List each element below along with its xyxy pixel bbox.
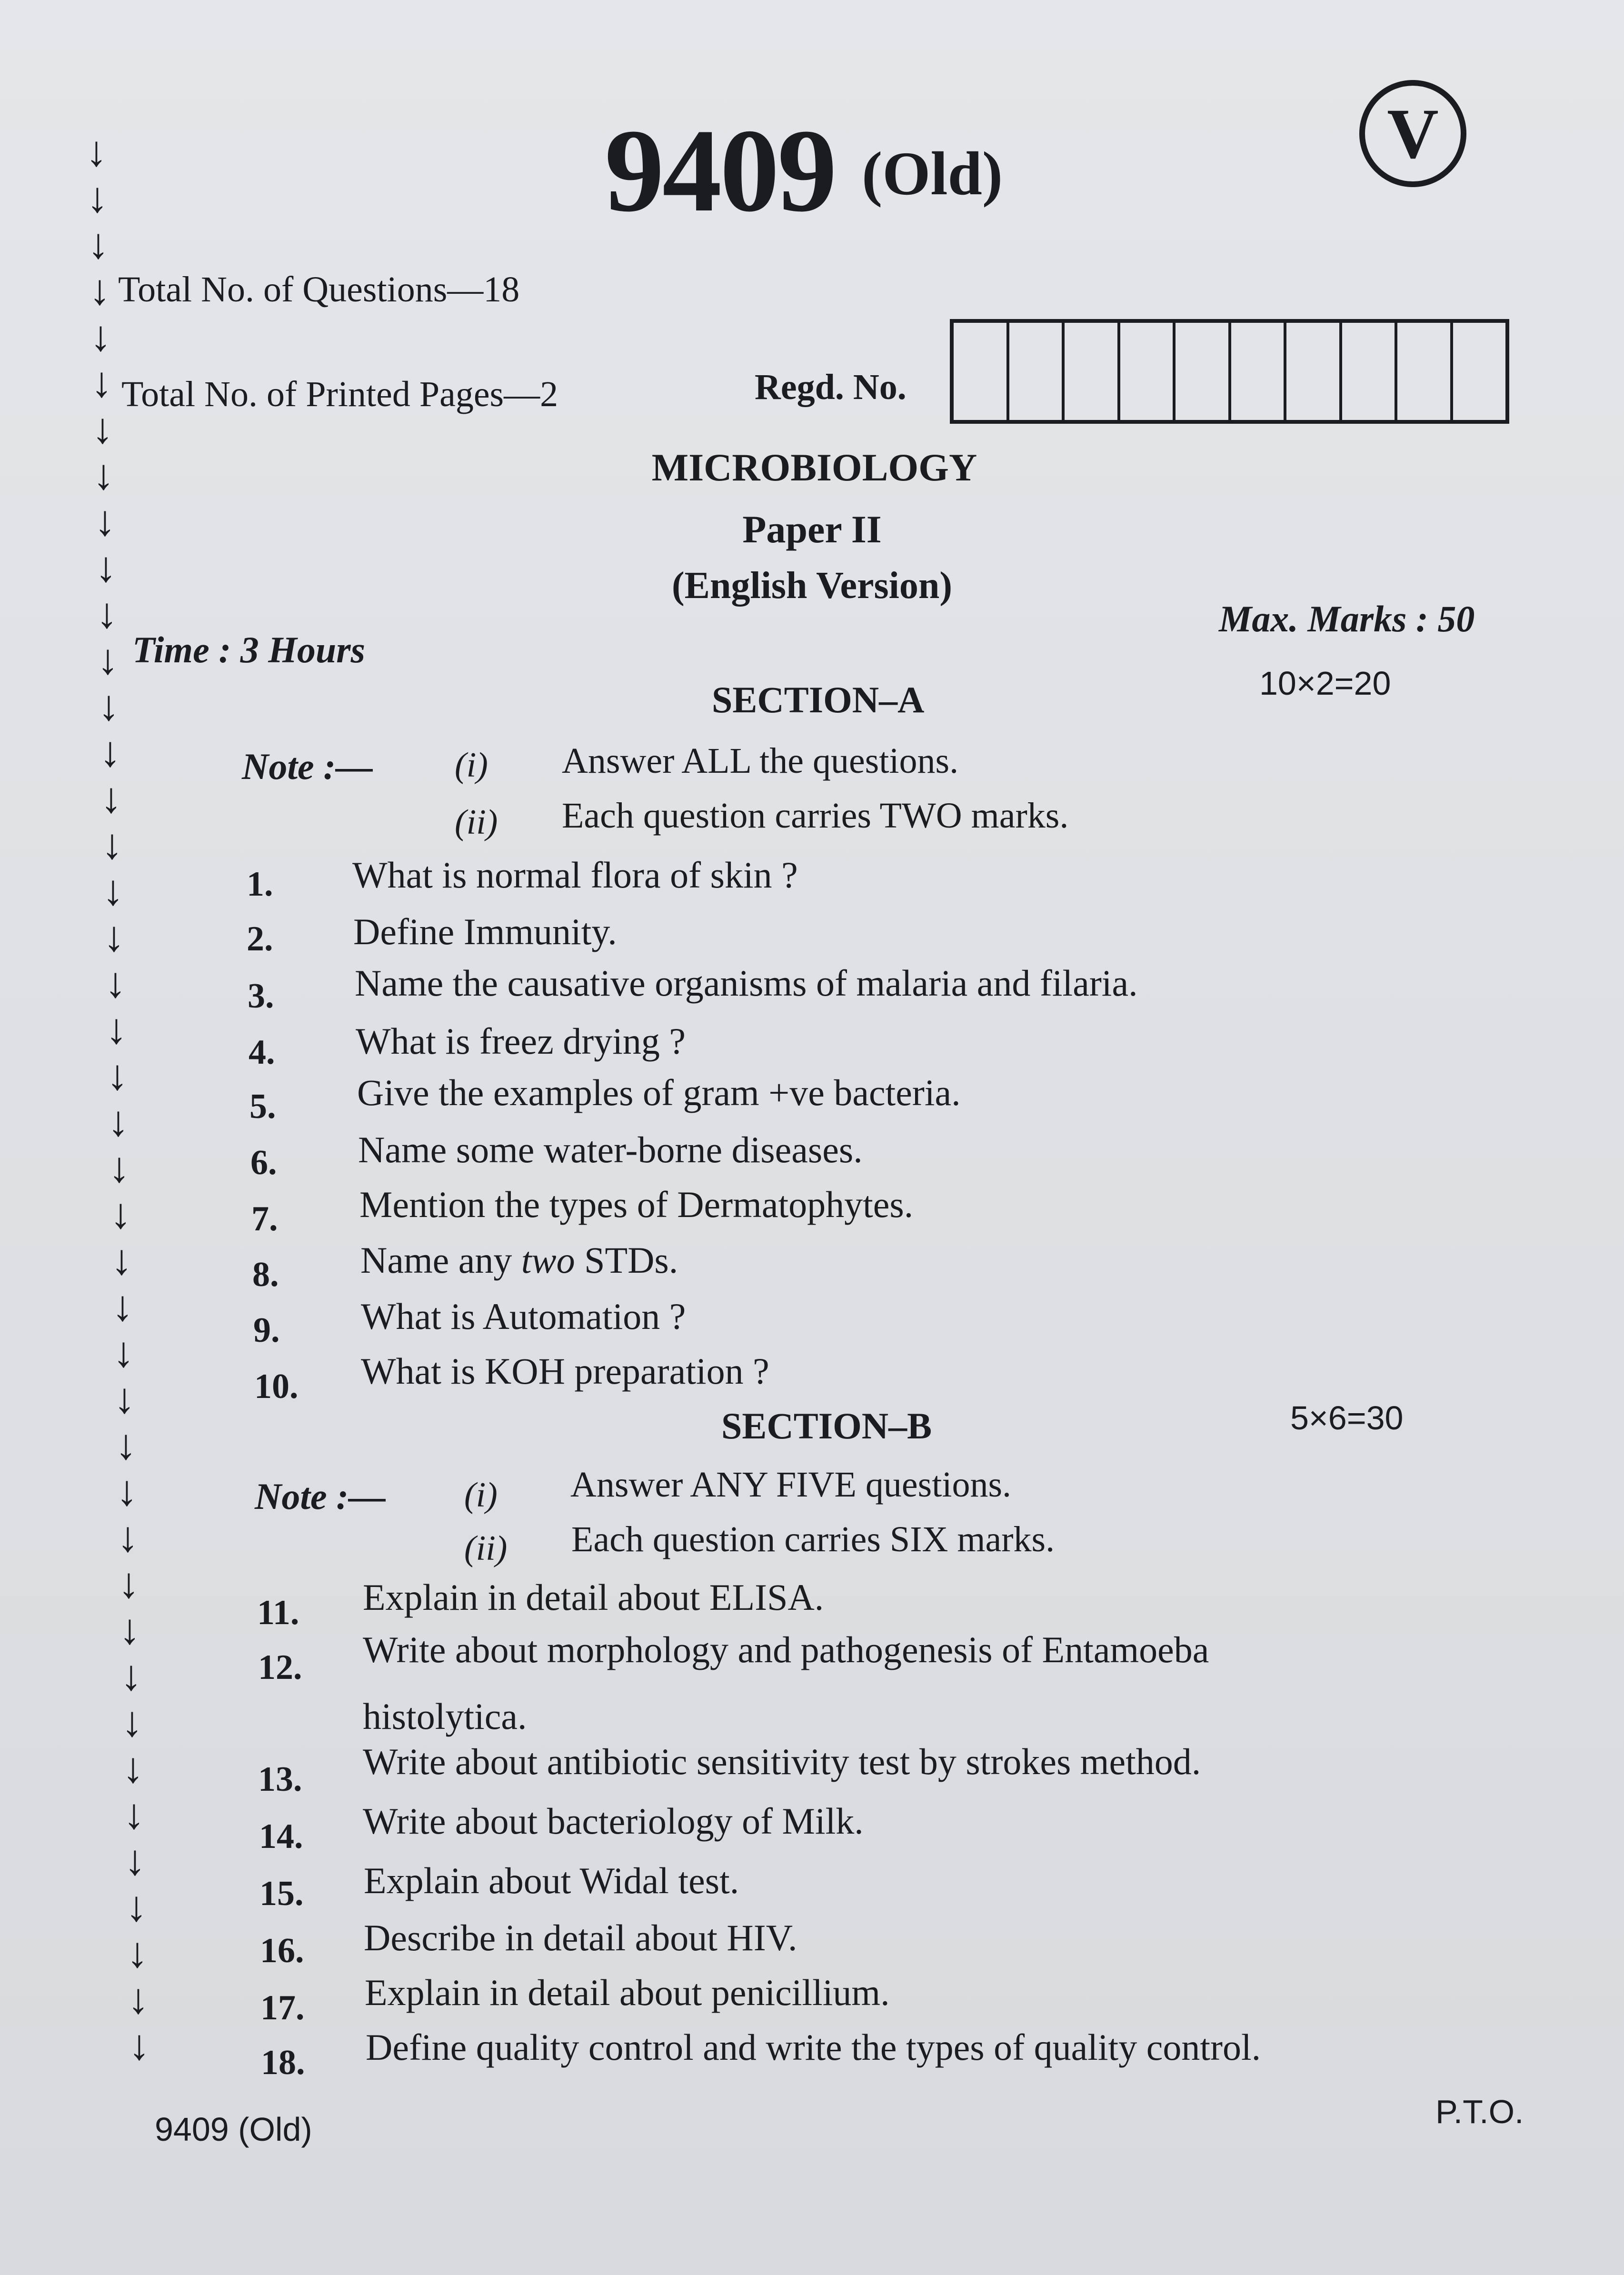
note-text: Answer ANY FIVE questions. <box>570 1465 1012 1505</box>
time-allowed: Time : 3 Hours <box>132 629 365 670</box>
margin-arrow-icon: ↓ <box>101 821 123 868</box>
margin-arrow-icon: ↓ <box>126 1883 147 1930</box>
question-number: 15. <box>259 1874 304 1913</box>
question-text: Explain about Widal test. <box>364 1860 739 1901</box>
question-text: What is freez drying ? <box>356 1020 686 1062</box>
note-text: Each question carries TWO marks. <box>562 796 1069 836</box>
question-text: Name the causative organisms of malaria and filaria. <box>355 962 1138 1004</box>
margin-arrow-icon: ↓ <box>118 1560 139 1607</box>
margin-arrow-icon: ↓ <box>98 682 120 729</box>
max-marks: Max. Marks : 50 <box>1219 598 1475 639</box>
question-number: 11. <box>257 1593 299 1632</box>
note-num: (i) <box>455 746 488 785</box>
margin-arrow-icon: ↓ <box>121 1698 143 1746</box>
margin-arrow-icon: ↓ <box>129 2022 150 2069</box>
question-text-continued: histolytica. <box>363 1696 527 1737</box>
margin-arrow-icon: ↓ <box>90 313 111 360</box>
paper-status: (Old) <box>862 140 1003 208</box>
margin-arrow-icon: ↓ <box>123 1791 145 1838</box>
regd-box[interactable] <box>1395 323 1450 420</box>
margin-arrow-icon: ↓ <box>119 1606 140 1653</box>
footer-pto: P.T.O. <box>1435 2093 1524 2130</box>
margin-arrow-icon: ↓ <box>100 728 121 776</box>
question-text: What is Automation ? <box>361 1296 686 1337</box>
question-number: 2. <box>247 919 273 958</box>
question-number: 7. <box>251 1199 278 1238</box>
version-title: (English Version) <box>671 565 953 607</box>
regd-box[interactable] <box>1062 323 1117 420</box>
section-a-title: SECTION–A <box>712 679 925 720</box>
regd-box[interactable] <box>1339 323 1395 420</box>
margin-arrow-icon: ↓ <box>128 1976 149 2023</box>
question-text-part: Name any <box>360 1239 512 1281</box>
margin-arrow-icon: ↓ <box>127 1929 148 1976</box>
question-number: 10. <box>254 1367 299 1406</box>
regd-box[interactable] <box>1006 323 1062 420</box>
section-b-marks: 5×6=30 <box>1290 1399 1404 1437</box>
note-num: (i) <box>464 1476 498 1515</box>
regd-box[interactable] <box>1284 323 1339 420</box>
question-number: 6. <box>250 1143 277 1182</box>
footer-code: 9409 (Old) <box>155 2111 312 2148</box>
set-letter-badge <box>1359 80 1466 187</box>
regd-number-boxes[interactable] <box>950 319 1509 424</box>
margin-arrows <box>86 129 150 2068</box>
margin-arrow-icon: ↓ <box>112 1283 133 1330</box>
margin-arrow-icon: ↓ <box>100 775 122 822</box>
regd-box[interactable] <box>1173 323 1228 420</box>
question-text: Write about morphology and pathogenesis of Entamoeba <box>363 1629 1209 1670</box>
regd-box[interactable] <box>1228 323 1284 420</box>
section-b-note-label: Note :— <box>255 1476 386 1517</box>
question-text: What is KOH preparation ? <box>361 1350 769 1392</box>
section-a-marks: 10×2=20 <box>1259 665 1391 702</box>
margin-arrow-icon: ↓ <box>110 1190 131 1237</box>
margin-arrow-icon: ↓ <box>88 220 109 268</box>
question-text: Explain in detail about penicillium. <box>365 1972 890 2013</box>
margin-arrow-icon: ↓ <box>106 1006 127 1053</box>
question-number: 9. <box>253 1311 280 1350</box>
note-text: Answer ALL the questions. <box>562 741 959 781</box>
question-text: Describe in detail about HIV. <box>364 1917 797 1958</box>
margin-arrow-icon: ↓ <box>94 498 116 545</box>
margin-arrow-icon: ↓ <box>102 867 124 914</box>
margin-arrow-icon: ↓ <box>120 1652 142 1699</box>
question-number: 17. <box>260 1988 305 2027</box>
paper-title: Paper II <box>742 508 882 551</box>
margin-arrow-icon: ↓ <box>111 1237 132 1284</box>
margin-arrow-icon: ↓ <box>93 451 114 499</box>
section-a-note-label: Note :— <box>242 746 373 787</box>
question-text-emphasis: two <box>521 1239 575 1281</box>
question-text: Define quality control and write the types of quality control. <box>366 2026 1261 2068</box>
question-text: Write about antibiotic sensitivity test by strokes method. <box>363 1741 1201 1782</box>
question-text: Name some water-borne diseases. <box>358 1129 863 1170</box>
subject-title: MICROBIOLOGY <box>651 446 977 489</box>
set-letter: V <box>1387 94 1439 173</box>
question-text: What is normal flora of skin ? <box>352 854 798 896</box>
question-text: Mention the types of Dermatophytes. <box>359 1184 914 1225</box>
margin-arrow-icon: ↓ <box>91 359 112 406</box>
question-number: 5. <box>249 1087 276 1126</box>
margin-arrow-icon: ↓ <box>108 1098 129 1145</box>
question-number: 16. <box>260 1931 304 1970</box>
margin-arrow-icon: ↓ <box>115 1421 137 1468</box>
question-text: Write about bacteriology of Milk. <box>363 1800 864 1842</box>
question-text: Explain in detail about ELISA. <box>363 1577 824 1618</box>
margin-arrow-icon: ↓ <box>86 128 107 175</box>
margin-arrow-icon: ↓ <box>92 405 113 452</box>
question-text-part: STDs. <box>584 1239 678 1281</box>
margin-arrow-icon: ↓ <box>114 1375 135 1422</box>
margin-arrow-icon: ↓ <box>109 1144 130 1191</box>
margin-arrow-icon: ↓ <box>124 1837 146 1884</box>
margin-arrow-icon: ↓ <box>122 1745 144 1792</box>
regd-box[interactable] <box>954 323 1006 420</box>
section-b-title: SECTION–B <box>721 1405 932 1447</box>
question-number: 14. <box>259 1817 303 1856</box>
margin-arrow-icon: ↓ <box>96 590 118 637</box>
margin-arrow-icon: ↓ <box>117 1514 139 1561</box>
question-number: 12. <box>258 1648 302 1687</box>
margin-arrow-icon: ↓ <box>107 1052 128 1099</box>
note-num: (ii) <box>464 1529 508 1568</box>
margin-arrow-icon: ↓ <box>97 636 119 683</box>
margin-arrow-icon: ↓ <box>95 544 117 591</box>
margin-arrow-icon: ↓ <box>103 913 125 960</box>
margin-arrow-icon: ↓ <box>89 267 110 314</box>
question-text: Give the examples of gram +ve bacteria. <box>357 1072 961 1113</box>
margin-arrow-icon: ↓ <box>116 1467 138 1515</box>
question-number: 3. <box>248 977 274 1016</box>
margin-arrow-icon: ↓ <box>113 1329 134 1376</box>
regd-label: Regd. No. <box>755 367 907 407</box>
question-number: 18. <box>261 2043 305 2082</box>
question-text <box>360 1239 678 1282</box>
paper-code: 9409 <box>605 105 835 237</box>
note-text: Each question carries SIX marks. <box>571 1519 1055 1559</box>
total-questions: Total No. of Questions—18 <box>118 269 520 309</box>
question-number: 1. <box>247 865 273 904</box>
note-num: (ii) <box>455 803 498 842</box>
regd-box[interactable] <box>1117 323 1173 420</box>
total-pages: Total No. of Printed Pages—2 <box>121 374 558 414</box>
question-text: Define Immunity. <box>353 911 617 952</box>
question-number: 8. <box>252 1255 279 1294</box>
margin-arrow-icon: ↓ <box>105 959 126 1007</box>
question-number: 13. <box>258 1760 302 1799</box>
question-number: 4. <box>249 1033 275 1072</box>
margin-arrow-icon: ↓ <box>87 174 108 221</box>
regd-box[interactable] <box>1450 323 1506 420</box>
